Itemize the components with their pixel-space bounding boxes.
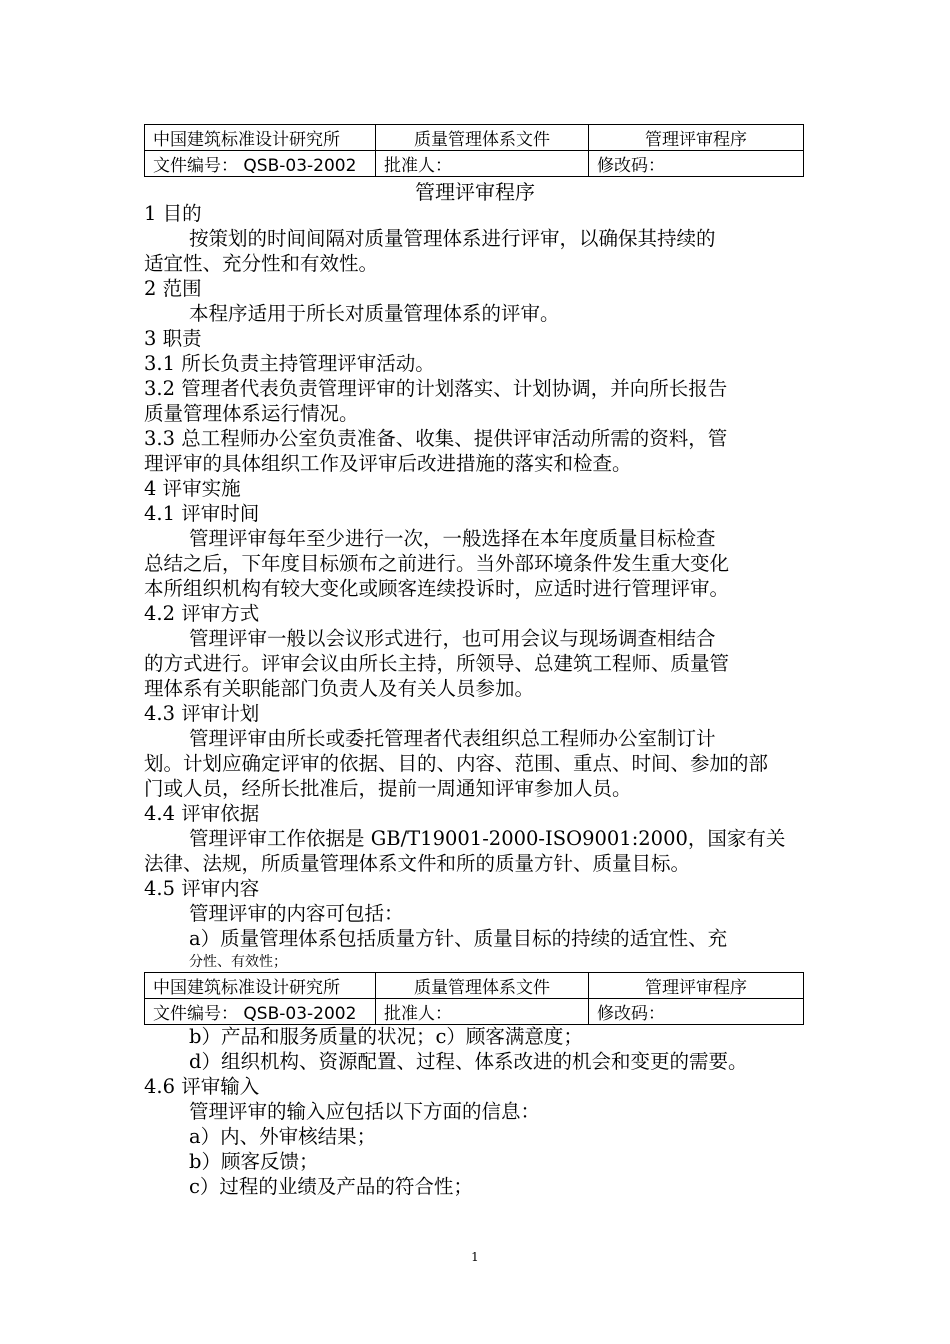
subsection-heading: 4.4 评审依据 xyxy=(144,802,260,825)
header-table-top xyxy=(144,124,804,177)
paragraph-line: 总结之后，下年度目标颁布之前进行。当外部环境条件发生重大变化 xyxy=(144,552,730,575)
header-rev-code: 修改码： xyxy=(589,999,804,1025)
section-heading: 4 评审实施 xyxy=(144,477,241,500)
header-doc-type: 质量管理体系文件 xyxy=(376,973,589,999)
header-table-repeat xyxy=(144,972,804,1025)
list-item: a）内、外审核结果； xyxy=(189,1125,377,1148)
header-org: 中国建筑标准设计研究所 xyxy=(145,973,376,999)
subsection-heading: 4.2 评审方式 xyxy=(144,602,260,625)
header-procedure: 管理评审程序 xyxy=(589,125,804,151)
paragraph-line: 划。计划应确定评审的依据、目的、内容、范围、重点、时间、参加的部 xyxy=(144,752,769,775)
paragraph-line: 按策划的时间间隔对质量管理体系进行评审，以确保其持续的 xyxy=(189,227,716,250)
paragraph-line: 管理评审的内容可包括： xyxy=(189,902,404,925)
header-file-no: 文件编号： QSB-03-2002 xyxy=(145,999,376,1025)
list-item-continuation: 分性、有效性； xyxy=(189,954,287,970)
section-heading: 2 范围 xyxy=(144,277,202,300)
subsection-heading: 4.6 评审输入 xyxy=(144,1075,260,1098)
subsection-heading: 4.3 评审计划 xyxy=(144,702,260,725)
page-title: 管理评审程序 xyxy=(415,180,535,204)
header-approver: 批准人： xyxy=(376,999,589,1025)
list-item: d）组织机构、资源配置、过程、体系改进的机会和变更的需要。 xyxy=(189,1050,748,1073)
section-heading: 1 目的 xyxy=(144,202,202,225)
paragraph-line: 法律、法规，所质量管理体系文件和所的质量方针、质量目标。 xyxy=(144,852,691,875)
subsection-heading: 4.5 评审内容 xyxy=(144,877,260,900)
paragraph-line: 3.1 所长负责主持管理评审活动。 xyxy=(144,352,435,375)
paragraph-line: 3.2 管理者代表负责管理评审的计划落实、计划协调，并向所长报告 xyxy=(144,377,728,400)
paragraph-line: 管理评审的输入应包括以下方面的信息： xyxy=(189,1100,541,1123)
paragraph-line: 管理评审每年至少进行一次，一般选择在本年度质量目标检查 xyxy=(189,527,716,550)
header-org: 中国建筑标准设计研究所 xyxy=(145,125,376,151)
subsection-heading: 4.1 评审时间 xyxy=(144,502,260,525)
paragraph-line: 管理评审工作依据是 GB/T19001-2000-ISO9001:2000，国家有关 xyxy=(189,827,786,850)
paragraph-line: 理体系有关职能部门负责人及有关人员参加。 xyxy=(144,677,535,700)
page-number: 1 xyxy=(471,1250,479,1264)
list-item: b）顾客反馈； xyxy=(189,1150,319,1173)
list-item: c）过程的业绩及产品的符合性； xyxy=(189,1175,473,1198)
paragraph-line: 质量管理体系运行情况。 xyxy=(144,402,359,425)
section-heading: 3 职责 xyxy=(144,327,202,350)
paragraph-line: 的方式进行。评审会议由所长主持，所领导、总建筑工程师、质量管 xyxy=(144,652,730,675)
list-item: b）产品和服务质量的状况；c）顾客满意度； xyxy=(189,1025,583,1048)
list-item: a）质量管理体系包括质量方针、质量目标的持续的适宜性、充 xyxy=(189,927,728,950)
header-rev-code: 修改码： xyxy=(589,151,804,177)
paragraph-line: 适宜性、充分性和有效性。 xyxy=(144,252,379,275)
header-approver: 批准人： xyxy=(376,151,589,177)
paragraph-line: 3.3 总工程师办公室负责准备、收集、提供评审活动所需的资料，管 xyxy=(144,427,728,450)
paragraph-line: 管理评审一般以会议形式进行，也可用会议与现场调查相结合 xyxy=(189,627,716,650)
header-procedure: 管理评审程序 xyxy=(589,973,804,999)
paragraph-line: 门或人员，经所长批准后，提前一周通知评审参加人员。 xyxy=(144,777,632,800)
header-file-no: 文件编号： QSB-03-2002 xyxy=(145,151,376,177)
header-doc-type: 质量管理体系文件 xyxy=(376,125,589,151)
paragraph-line: 本所组织机构有较大变化或顾客连续投诉时，应适时进行管理评审。 xyxy=(144,577,730,600)
paragraph-line: 本程序适用于所长对质量管理体系的评审。 xyxy=(189,302,560,325)
paragraph-line: 管理评审由所长或委托管理者代表组织总工程师办公室制订计 xyxy=(189,727,716,750)
paragraph-line: 理评审的具体组织工作及评审后改进措施的落实和检查。 xyxy=(144,452,632,475)
